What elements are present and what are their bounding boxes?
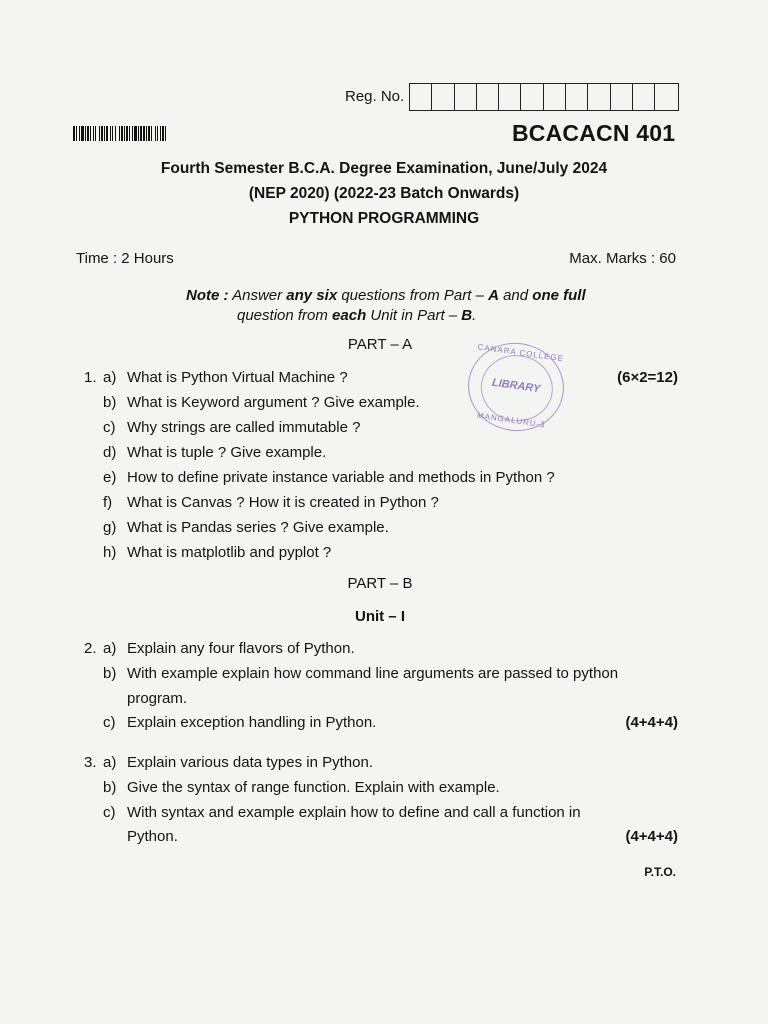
reg-no-box[interactable] (455, 84, 477, 110)
sub-question-letter: e) (103, 469, 117, 486)
note-emphasis: A (488, 287, 499, 304)
sub-question-text: What is tuple ? Give example. (127, 444, 327, 461)
note-emphasis: any six (286, 287, 338, 304)
reg-no-box[interactable] (432, 84, 454, 110)
sub-question-text: What is Pandas series ? Give example. (127, 519, 389, 536)
sub-question-letter: h) (103, 544, 117, 561)
note-emphasis: one full (532, 287, 586, 304)
sub-question-text-continued: program. (127, 690, 188, 707)
question-number: 3. (84, 754, 97, 771)
sub-question-text: What is matplotlib and pyplot ? (127, 544, 332, 561)
sub-question-letter: a) (103, 754, 117, 771)
question-marks: (6×2=12) (617, 369, 678, 386)
part-a-heading: PART – A (347, 336, 413, 353)
sub-question-text: Explain exception handling in Python. (127, 714, 377, 731)
sub-question-letter: d) (103, 444, 117, 461)
paper-code: BCACACN 401 (512, 120, 676, 146)
sub-question-text: What is Canvas ? How it is created in Python ? (127, 494, 439, 511)
sub-question-text: How to define private instance variable and methods in Python ? (127, 469, 555, 486)
sub-question-letter: b) (103, 779, 117, 796)
sub-question-text-continued: Python. (127, 828, 178, 845)
note-text: Answer (228, 287, 287, 304)
sub-question-text: With syntax and example explain how to define and call a function in (127, 804, 581, 821)
sub-question-text: Explain various data types in Python. (127, 754, 373, 771)
time-allowed: Time : 2 Hours (76, 250, 174, 267)
reg-no-box[interactable] (633, 84, 655, 110)
sub-question-text: With example explain how command line arguments are passed to python (127, 665, 619, 682)
subject-title: PYTHON PROGRAMMING (288, 210, 480, 227)
sub-question-letter: g) (103, 519, 117, 536)
reg-no-box[interactable] (588, 84, 610, 110)
reg-no-box[interactable] (521, 84, 543, 110)
reg-no-box[interactable] (410, 84, 432, 110)
sub-question-letter: a) (103, 640, 117, 657)
reg-no-box[interactable] (611, 84, 633, 110)
note-text: question from (237, 307, 333, 324)
note-text: and (498, 287, 533, 304)
sub-question-text: What is Keyword argument ? Give example. (127, 394, 420, 411)
reg-no-box[interactable] (566, 84, 588, 110)
question-number: 2. (84, 640, 97, 657)
page-turn-over: P.T.O. (644, 865, 676, 879)
stamp-top-text: CANARA COLLEGE (477, 342, 565, 364)
exam-title: Fourth Semester B.C.A. Degree Examination, June/July 2024 (160, 160, 608, 177)
note-line-1 (186, 285, 586, 307)
note-line-2 (237, 307, 476, 324)
note-text: questions from Part – (337, 287, 489, 304)
sub-question-letter: c) (103, 419, 116, 436)
sub-question-text: What is Python Virtual Machine ? (127, 369, 348, 386)
unit-heading: Unit – I (354, 608, 405, 625)
sub-question-text: Give the syntax of range function. Explain with example. (127, 779, 500, 796)
reg-no-box[interactable] (544, 84, 566, 110)
question-marks: (4+4+4) (625, 714, 678, 731)
sub-question-letter: b) (103, 665, 117, 682)
sub-question-letter: a) (103, 369, 117, 386)
stamp-middle-text: LIBRARY (491, 376, 542, 396)
reg-no-box[interactable] (655, 84, 677, 110)
question-number: 1. (84, 369, 97, 386)
sub-question-letter: c) (103, 714, 116, 731)
question-marks: (4+4+4) (625, 828, 678, 845)
note-text: Unit in Part – (366, 307, 462, 324)
sub-question-letter: b) (103, 394, 117, 411)
max-marks: Max. Marks : 60 (569, 250, 676, 267)
barcode (73, 126, 243, 141)
sub-question-letter: f) (103, 494, 113, 511)
note-emphasis: each (332, 307, 367, 324)
reg-no-boxes[interactable] (409, 83, 679, 111)
note-label: Note : (186, 287, 229, 304)
sub-question-text: Why strings are called immutable ? (127, 419, 361, 436)
note-emphasis: B (461, 307, 473, 324)
reg-no-box[interactable] (499, 84, 521, 110)
reg-no-box[interactable] (477, 84, 499, 110)
exam-batch: (NEP 2020) (2022-23 Batch Onwards) (248, 185, 520, 202)
stamp-bottom-text: MANGALURU-3 (476, 410, 547, 430)
reg-no-label: Reg. No. (345, 88, 405, 105)
note-text: . (472, 307, 477, 324)
sub-question-text: Explain any four flavors of Python. (127, 640, 355, 657)
sub-question-letter: c) (103, 804, 116, 821)
part-b-heading: PART – B (347, 575, 413, 592)
